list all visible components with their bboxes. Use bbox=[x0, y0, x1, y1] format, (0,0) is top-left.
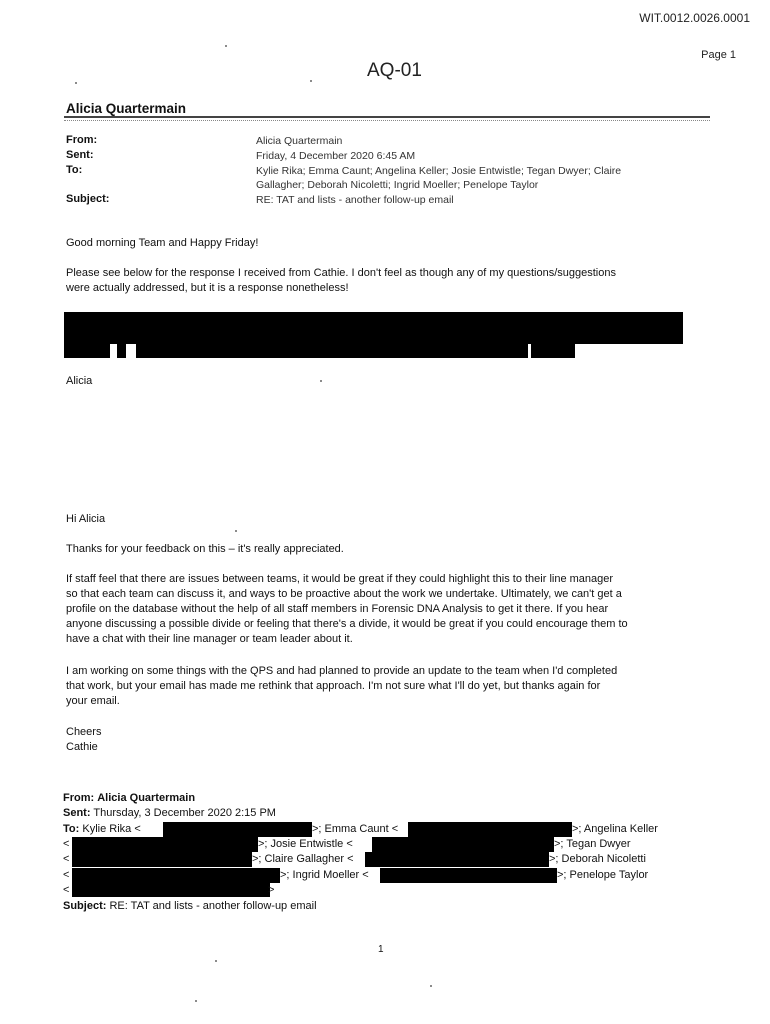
header-rule-dotted bbox=[64, 120, 710, 121]
subject-value: RE: TAT and lists - another follow-up email bbox=[256, 194, 454, 206]
recipient-text: >; Penelope Taylor bbox=[557, 869, 649, 881]
recipient-text: >; Deborah Nicoletti bbox=[549, 853, 646, 865]
to-value-line1: Kylie Rika; Emma Caunt; Angelina Keller; Josie Entwistle; Tegan Dwyer; Claire bbox=[256, 165, 622, 177]
recipient-text: >; Josie Entwistle < bbox=[258, 838, 353, 850]
reply-para1-line2: so that each team can discuss it, and ways to be proactive about the work we undertake. Ultimately, we can't get a bbox=[66, 588, 622, 600]
fwd-from-label: From: bbox=[63, 792, 95, 804]
redaction-block bbox=[72, 868, 280, 883]
recipient-text: Kylie Rika < bbox=[82, 823, 141, 835]
reply-para1-line3: profile on the database without the help of all staff members in Forensic DNA Analysis to get it there. If you hear bbox=[66, 603, 609, 615]
document-id: WIT.0012.0026.0001 bbox=[639, 11, 750, 25]
intro-line2: were actually addressed, but it is a response nonetheless! bbox=[66, 282, 349, 294]
redaction-block bbox=[408, 822, 572, 837]
recipient-text: > bbox=[268, 884, 275, 896]
reply-para2-line3: your email. bbox=[66, 695, 120, 707]
recipient-text: >; Emma Caunt < bbox=[312, 823, 399, 835]
sent-label: Sent: bbox=[66, 149, 94, 161]
reply-closing: Cheers bbox=[66, 726, 102, 738]
redaction-block bbox=[365, 852, 549, 867]
redaction-block bbox=[117, 341, 126, 358]
redaction-block bbox=[72, 837, 258, 852]
recipient-text: >; Tegan Dwyer bbox=[554, 838, 631, 850]
redaction-block bbox=[380, 868, 557, 883]
greeting: Good morning Team and Happy Friday! bbox=[66, 237, 259, 249]
fwd-sent-value: Thursday, 3 December 2020 2:15 PM bbox=[93, 807, 276, 819]
exhibit-reference: AQ-01 bbox=[367, 60, 422, 81]
intro-line1: Please see below for the response I received from Cathie. I don't feel as though any of my questions/suggestions bbox=[66, 267, 616, 279]
sent-value: Friday, 4 December 2020 6:45 AM bbox=[256, 150, 416, 162]
from-value: Alicia Quartermain bbox=[256, 135, 343, 147]
scan-speck bbox=[225, 45, 227, 47]
redaction-block bbox=[64, 341, 110, 358]
to-label: To: bbox=[66, 164, 83, 176]
reply-para1-line5: have a chat with their line manager or team leader about it. bbox=[66, 633, 353, 645]
reply-thanks: Thanks for your feedback on this – it's really appreciated. bbox=[66, 543, 344, 555]
scan-speck bbox=[320, 380, 322, 382]
scan-speck bbox=[235, 530, 237, 532]
recipient-text: < bbox=[63, 838, 70, 850]
recipient-text: < bbox=[63, 884, 70, 896]
scan-speck bbox=[215, 960, 217, 962]
reply-greeting: Hi Alicia bbox=[66, 513, 106, 525]
recipient-text: >; Angelina Keller bbox=[572, 823, 658, 835]
recipient-text: >; Claire Gallagher < bbox=[252, 853, 354, 865]
to-value-line2: Gallagher; Deborah Nicoletti; Ingrid Moeller; Penelope Taylor bbox=[256, 179, 539, 191]
scan-speck bbox=[430, 985, 432, 987]
redaction-block bbox=[72, 883, 270, 897]
recipient-text: < bbox=[63, 869, 70, 881]
sender-name-heading: Alicia Quartermain bbox=[66, 101, 187, 116]
redaction-block bbox=[163, 822, 312, 837]
reply-para2-line1: I am working on some things with the QPS and had planned to provide an update to the team when I'd completed bbox=[66, 665, 618, 677]
fwd-sent-label: Sent: bbox=[63, 807, 91, 819]
page-number: Page 1 bbox=[701, 49, 736, 61]
reply-para1-line1: If staff feel that there are issues between teams, it would be great if they could highlight this to their line manager bbox=[66, 573, 614, 585]
fwd-to-row-1 bbox=[63, 822, 141, 837]
redaction-block bbox=[531, 341, 575, 358]
footer-page-number: 1 bbox=[378, 944, 384, 955]
redaction-block bbox=[136, 341, 528, 358]
redaction-block bbox=[64, 312, 683, 344]
scan-speck bbox=[75, 82, 77, 84]
signoff: Alicia bbox=[66, 375, 93, 387]
header-rule bbox=[64, 116, 710, 118]
fwd-subject-value: RE: TAT and lists - another follow-up email bbox=[109, 900, 317, 912]
redaction-block bbox=[72, 852, 252, 867]
fwd-subject-label: Subject: bbox=[63, 900, 107, 912]
fwd-from-value: Alicia Quartermain bbox=[97, 792, 196, 804]
reply-para1-line4: anyone discussing a possible divide or feeling that there's a divide, it would be great if you could encourage them to bbox=[66, 618, 628, 630]
fwd-sent-line bbox=[63, 806, 276, 821]
fwd-to-label: To: bbox=[63, 823, 80, 835]
recipient-text: >; Ingrid Moeller < bbox=[280, 869, 369, 881]
subject-label: Subject: bbox=[66, 193, 110, 205]
from-label: From: bbox=[66, 134, 98, 146]
fwd-subject-line bbox=[63, 899, 317, 914]
recipient-text: < bbox=[63, 853, 70, 865]
scan-speck bbox=[195, 1000, 197, 1002]
scan-speck bbox=[310, 80, 312, 82]
fwd-from-line bbox=[63, 791, 195, 806]
reply-para2-line2: that work, but your email has made me rethink that approach. I'm not sure what I'll do yet, but thanks again for bbox=[66, 680, 601, 692]
reply-name: Cathie bbox=[66, 741, 98, 753]
redaction-block bbox=[372, 837, 554, 852]
